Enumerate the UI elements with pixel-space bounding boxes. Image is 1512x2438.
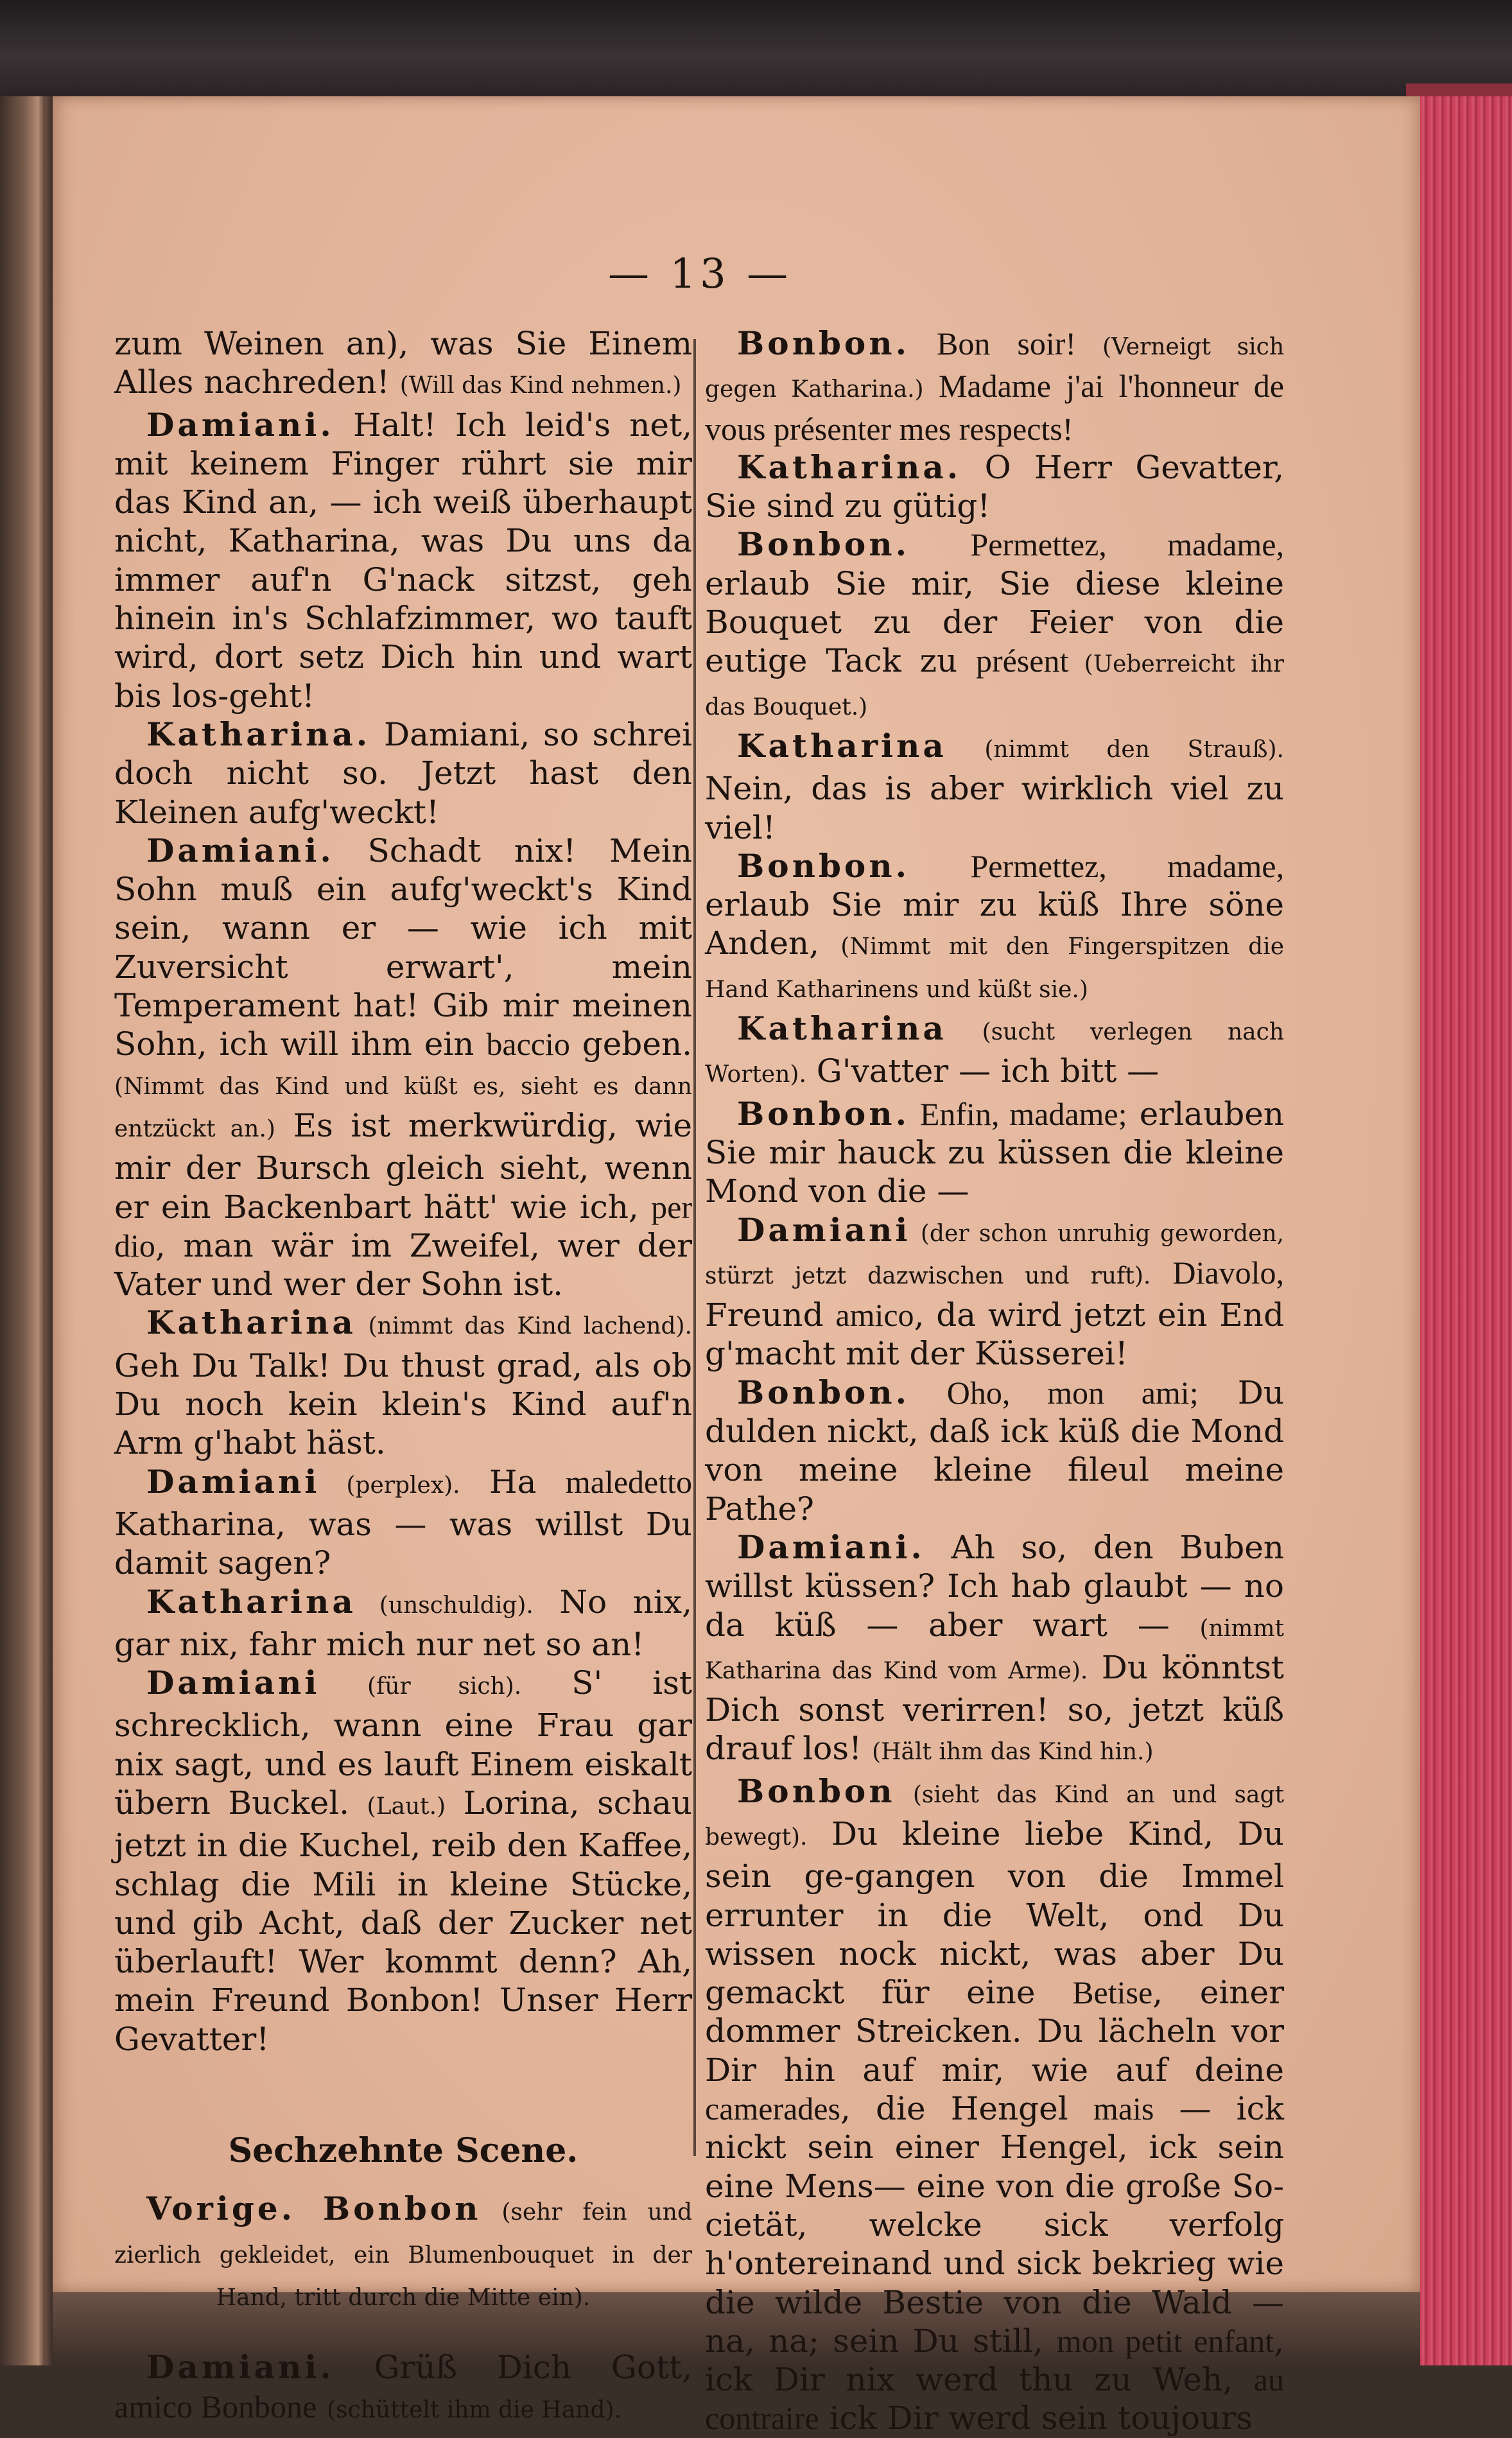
paragraph xyxy=(114,715,692,832)
scene-title: Sechzehnte Scene. xyxy=(228,2131,578,2171)
stage-direction: (der schon unruhig geworden, stürzt jetzt dazwischen und ruft). xyxy=(705,1220,1284,1289)
text: , ick Dir nix werd thu zu Weh, xyxy=(705,2322,1285,2399)
stage-direction: (nimmt das Kind lachend). xyxy=(356,1313,692,1340)
text: Du dulden nickt, daß ick küß die Mond von meine kleine fileul meine Pathe? xyxy=(705,1373,1284,1528)
paragraph xyxy=(705,1211,1284,1373)
text xyxy=(317,2388,327,2425)
speaker-name: Katharina. xyxy=(146,715,371,753)
foreign-text: au contraire xyxy=(705,2362,1284,2437)
foreign-text: Permettez, madame, xyxy=(910,848,1284,884)
text: Lorina, schau jetzt in die Kuchel, reib den Kaffee, schlag die Mili in kleine Stücke, und gib Acht, daß der Zucker net überlauft! Wer kommt denn? Ah, mein Freund Bonbon! Unser Herr Gevatter! xyxy=(114,1784,692,2058)
paragraph xyxy=(705,1528,1284,1772)
text: Ha xyxy=(460,1463,566,1501)
speaker-name: Damiani xyxy=(146,1462,320,1501)
speaker-name: Vorige. Bonbon xyxy=(146,2190,482,2228)
paragraph xyxy=(705,1772,1284,2438)
speaker-name: Damiani. xyxy=(146,405,335,444)
text: Geh Du Talk! Du thust grad, als ob Du noch kein klein's Kind auf'n Arm g'habt häst. xyxy=(114,1346,692,1462)
stage-direction: (Hält ihm das Kind hin.) xyxy=(872,1739,1154,1766)
text: G'vatter — ich bitt — xyxy=(806,1052,1160,1090)
text: Du könntst Dich sonst verirren! so, jetzt küß drauf los! xyxy=(705,1648,1284,1768)
foreign-text: maledetto xyxy=(565,1463,693,1500)
text: No nix, gar nix, fahr mich nur net so an! xyxy=(114,1583,692,1663)
column-divider xyxy=(693,339,696,2156)
paragraph xyxy=(114,1303,692,1462)
stage-direction: (sieht das Kind an und sagt bewegt). xyxy=(705,1781,1284,1850)
foreign-text: mon petit enfant xyxy=(1056,2322,1274,2359)
paragraph xyxy=(114,832,692,1304)
page-number: — 13 — xyxy=(607,250,792,298)
paragraph xyxy=(114,2348,692,2430)
text: Du kleine liebe Kind, Du sein ge-gangen von die Immel errunter in die Welt, ond Du wissen nock nickt, was aber Du gemackt für eine xyxy=(705,1815,1284,2012)
right-column xyxy=(705,324,1284,2438)
paragraph xyxy=(705,727,1284,847)
speaker-name: Bonbon. xyxy=(737,1373,910,1411)
text: Damiani, so schrei doch nicht so. Jetzt hast den Kleinen aufg'weckt! xyxy=(114,715,692,831)
foreign-text: Madame j'ai l'honneur de vous présenter mes respects! xyxy=(705,368,1284,447)
foreign-text: camerades xyxy=(705,2091,840,2127)
text: Katharina, was — was willst Du damit sagen? xyxy=(114,1505,692,1582)
speaker-name: Katharina. xyxy=(737,448,962,486)
background-top-band xyxy=(0,0,1512,96)
paragraph xyxy=(114,1583,692,1664)
speaker-name: Bonbon. xyxy=(737,324,910,362)
stage-direction: (nimmt Katharina das Kind vom Arme). xyxy=(705,1615,1284,1684)
paragraph xyxy=(705,324,1284,448)
text: zum Weinen an), was Sie Einem Alles nachreden! xyxy=(114,325,692,401)
speaker-name: Katharina xyxy=(146,1303,356,1342)
text: O Herr Gevatter, Sie sind zu gütig! xyxy=(705,448,1284,525)
speaker-name: Bonbon. xyxy=(737,1094,910,1133)
paragraph xyxy=(705,1373,1284,1528)
stage-direction: (perplex). xyxy=(320,1472,460,1499)
text: erlauben Sie mir hauck zu küssen die kleine Mond von die — xyxy=(705,1095,1284,1210)
speaker-name: Bonbon xyxy=(737,1772,896,1810)
foreign-text: Betise xyxy=(1072,1974,1153,2011)
text: , die Hengel xyxy=(840,2090,1093,2128)
speaker-name: Damiani. xyxy=(737,1528,925,1566)
stage-direction: (sehr fein und zierlich gekleidet, ein Blumenbouquet in der Hand, tritt durch die Mitte ein). xyxy=(114,2199,693,2311)
speaker-name: Damiani xyxy=(146,1664,320,1702)
foreign-text: baccio xyxy=(486,1026,570,1063)
stage-direction: (nimmt den Strauß). xyxy=(946,736,1284,763)
text: , einer dommer Streicken. Du lächeln vor Dir hin auf mir, wie auf deine xyxy=(705,1974,1285,2089)
stage-direction: (unschuldig). xyxy=(356,1592,534,1619)
text: Nein, das is aber wirklich viel zu viel! xyxy=(705,770,1284,846)
text: erlaub Sie mir, Sie diese kleine Bouquet zu der Feier von die eutige Tack zu xyxy=(705,564,1284,680)
speaker-name: Damiani. xyxy=(146,2348,335,2387)
speaker-name: Katharina xyxy=(737,1009,947,1048)
speaker-name: Bonbon. xyxy=(737,525,910,564)
stage-direction: (Nimmt mit den Fingerspitzen die Hand Katharinens und küßt sie.) xyxy=(705,934,1284,1003)
text: , da wird jetzt ein End g'macht mit der Küsserei! xyxy=(705,1296,1284,1373)
foreign-text: per dio xyxy=(114,1189,692,1264)
speaker-name: Katharina xyxy=(146,1582,356,1621)
paragraph xyxy=(114,406,692,715)
text: S' ist schrecklich, wann eine Frau gar nix sagt, und es lauft Einem eiskalt übern Buckel. xyxy=(114,1664,692,1822)
foreign-text: présent xyxy=(975,643,1069,679)
foreign-text: amico xyxy=(835,1297,914,1334)
text: geben. xyxy=(569,1025,693,1063)
left-column xyxy=(114,324,692,2430)
stage-direction: (sucht verlegen nach Worten). xyxy=(705,1019,1284,1088)
text: Schadt nix! Mein Sohn muß ein aufg'weckt's Kind sein, wann er — wie ich mit Zuversicht erwart', mein Temperament hat! Gib mir meinen Sohn, ich will ihm ein xyxy=(114,832,692,1063)
text: — ick nickt sein einer Hengel, ick sein eine Mens— eine von die große So-cietät, welcke sick verfolg h'ontereinand und sick bekrieg wie die wilde Bestie von die Wald — na, na; sein Du still, xyxy=(705,2090,1284,2360)
text: ick Dir werd sein toujours xyxy=(819,2399,1253,2437)
foreign-text: Oho, mon ami; xyxy=(910,1374,1199,1411)
text: Ah so, den Buben willst küssen? Ich hab glaubt — no da küß — aber wart — xyxy=(705,1528,1284,1644)
stage-direction: (Verneigt sich gegen Katharina.) xyxy=(705,334,1284,403)
stage-direction: (Nimmt das Kind und küßt es, sieht es dann entzückt an.) xyxy=(114,1073,692,1142)
book-page-edges-red xyxy=(1420,96,1512,2365)
spacer xyxy=(114,2059,692,2123)
speaker-name: Damiani. xyxy=(146,831,335,869)
paragraph xyxy=(705,448,1284,526)
stage-direction: (Laut.) xyxy=(367,1793,446,1820)
text: Grüß Dich Gott, xyxy=(334,2349,692,2387)
stage-direction: (Will das Kind nehmen.) xyxy=(399,372,682,399)
paragraph xyxy=(705,1095,1284,1211)
foreign-text: Permettez, madame, xyxy=(910,527,1284,563)
foreign-text: mais xyxy=(1093,2091,1154,2127)
stage-direction: (für sich). xyxy=(320,1673,522,1700)
paragraph xyxy=(705,1009,1284,1095)
paragraph xyxy=(114,2190,692,2317)
speaker-name: Damiani xyxy=(737,1210,911,1249)
text: erlaub Sie mir zu küß Ihre söne Anden, xyxy=(705,886,1284,962)
text: Es ist merkwürdig, wie mir der Bursch gleich sieht, wenn er ein Backenbart hätt' wie ich, xyxy=(114,1106,692,1226)
text: , man wär im Zweifel, wer der Vater und wer der Sohn ist. xyxy=(114,1226,692,1303)
spacer xyxy=(114,2317,692,2348)
paragraph xyxy=(114,1463,692,1583)
foreign-text: Diavolo, xyxy=(1151,1254,1284,1291)
paragraph xyxy=(705,525,1284,726)
foreign-text: amico Bonbone xyxy=(114,2388,317,2425)
text: Halt! Ich leid's net, mit keinem Finger rührt sie mir das Kind an, — ich weiß überhaupt nicht, Katharina, was Du uns da immer auf'n G'nack sitzst, geh hinein in's Schlafzimmer, wo tauft wird, dort setz Dich hin und wart bis los-geht! xyxy=(114,406,692,715)
speaker-name: Bonbon. xyxy=(737,846,910,885)
foreign-text: Bon soir! xyxy=(910,326,1077,361)
stage-direction: (Ueberreicht ihr das Bouquet.) xyxy=(705,651,1285,720)
left-page-edge xyxy=(0,96,45,2365)
stage-direction: (schüttelt ihm die Hand). xyxy=(327,2396,622,2423)
text: Freund xyxy=(705,1296,836,1334)
paragraph xyxy=(114,1664,692,2059)
speaker-name: Katharina xyxy=(737,726,947,765)
foreign-text: Enfin, madame; xyxy=(910,1095,1127,1132)
paragraph xyxy=(114,324,692,406)
paragraph xyxy=(705,847,1284,1009)
